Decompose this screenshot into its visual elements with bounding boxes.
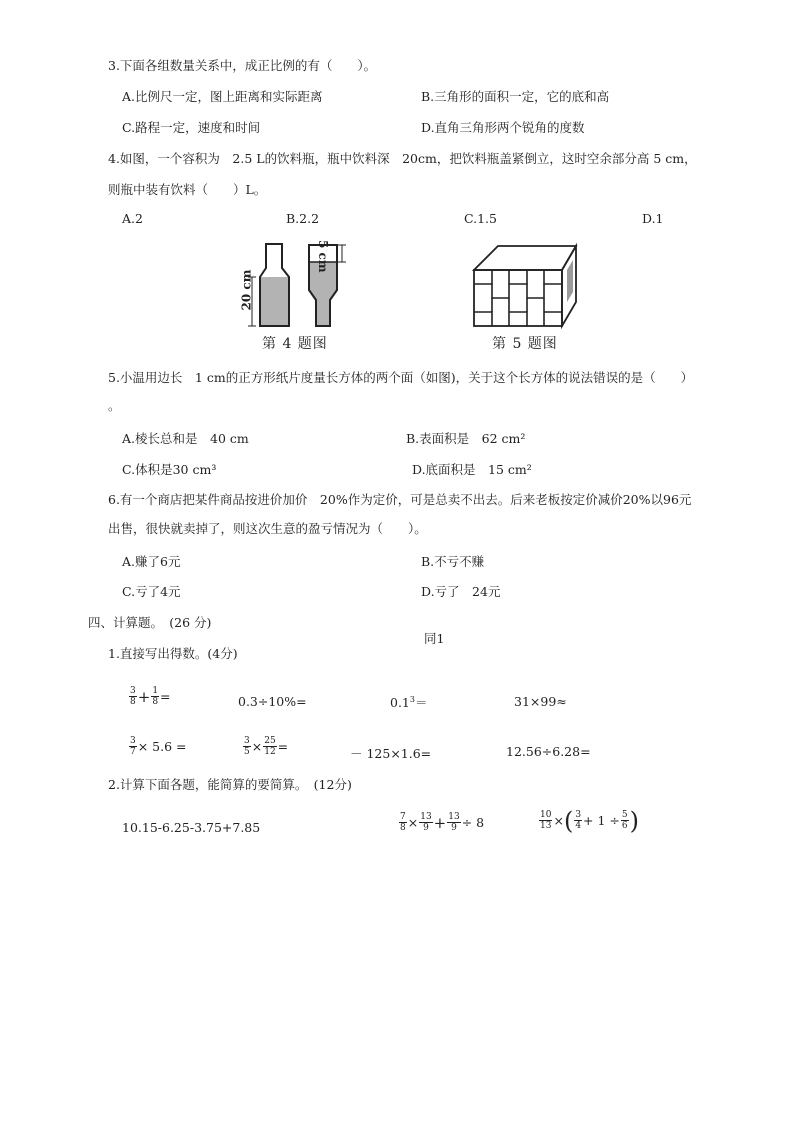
q6-option-b: B.不亏不赚 (421, 554, 485, 569)
q3-option-b: B.三角形的面积一定，它的底和高 (421, 89, 610, 104)
expr-1: $\frac{3}{8}$ + $\frac{1}{8}$ = (130, 686, 171, 707)
q6-option-c: C.亏了4元 (122, 584, 181, 599)
label-20cm: 20 cm (239, 269, 254, 311)
q4-option-c: C.1.5 (464, 211, 497, 226)
q3-option-d: D.直角三角形两个锐角的度数 (421, 120, 585, 135)
expr-9: 10.15-6.25-3.75+7.85 (122, 820, 261, 835)
part-2-title: 2.计算下面各题，能简算的要简算。 (12分) (108, 777, 352, 792)
part-1-title: 1.直接写出得数。(4分) (108, 646, 238, 661)
expr-8: 12.56÷6.28= (506, 744, 591, 759)
q3-option-a: A.比例尺一定，图上距离和实际距离 (122, 89, 323, 104)
expr-10: $\frac{7}{8}$ × $\frac{13}{9}$ + $\frac{13}{9}$ ÷ 8 (400, 812, 485, 833)
expr-6: $\frac{3}{5}$ × $\frac{25}{12}$ = (244, 736, 289, 757)
q5-option-c: C.体积是30 cm³ (122, 462, 217, 477)
figure-5-cuboid (470, 232, 582, 332)
q6-option-a: A.赚了6元 (122, 554, 181, 569)
expr-5: $\frac{3}{7}$ × 5.6 = (130, 736, 187, 757)
q5-option-b: B.表面积是 62 cm² (406, 431, 526, 446)
expr-4: 31×99≈ (514, 694, 567, 709)
q4-option-d: D.1 (642, 211, 664, 226)
q5-stem-line2: 。 (108, 398, 121, 413)
q4-stem-line2: 则瓶中装有饮料（ ）L。 (108, 182, 267, 197)
figure-4-caption: 第 4 题图 (262, 336, 328, 352)
q4-option-a: A.2 (122, 211, 143, 226)
figure-5-caption: 第 5 题图 (492, 336, 558, 352)
section-4-title: 四、计算题。 (26 分) (88, 615, 212, 630)
q6-option-d: D.亏了 24元 (421, 584, 501, 599)
expr-3: $0.1^3=$ (390, 694, 428, 710)
q3-stem: 3.下面各组数量关系中，成正比例的有（ ）。 (108, 58, 377, 73)
q6-stem-line2: 出售，很快就卖掉了，则这次生意的盈亏情况为（ ）。 (108, 521, 427, 536)
q3-option-c: C.路程一定，速度和时间 (122, 120, 261, 135)
q5-stem-line1: 5.小温用边长 1 cm的正方形纸片度量长方体的两个面（如图)，关于这个长方体的说法错误的是（ ） (108, 370, 694, 385)
expr-2: 0.3÷10%= (238, 694, 307, 709)
label-5cm: 5 cm (316, 240, 330, 273)
q4-stem-line1: 4.如图，一个容积为 2.5 L的饮料瓶，瓶中饮料深 20cm，把饮料瓶盖紧倒立，这时空余部分高 5 cm， (108, 151, 697, 166)
expr-11: $\frac{10}{13}$ × ( $\frac{3}{4}$ + 1 ÷ $\frac{5}{6}$ ) (540, 806, 640, 835)
q5-option-d: D.底面积是 15 cm² (412, 462, 532, 477)
expr-7: － 125×1.6= (350, 746, 432, 761)
q4-option-b: B.2.2 (286, 211, 320, 226)
section-4-note: 同1 (424, 631, 445, 646)
q6-stem-line1: 6.有一个商店把某件商品按进价加价 20%作为定价，可是总卖不出去。后来老板按定价减价20%以96元 (108, 492, 692, 507)
q5-option-a: A.棱长总和是 40 cm (122, 431, 249, 446)
